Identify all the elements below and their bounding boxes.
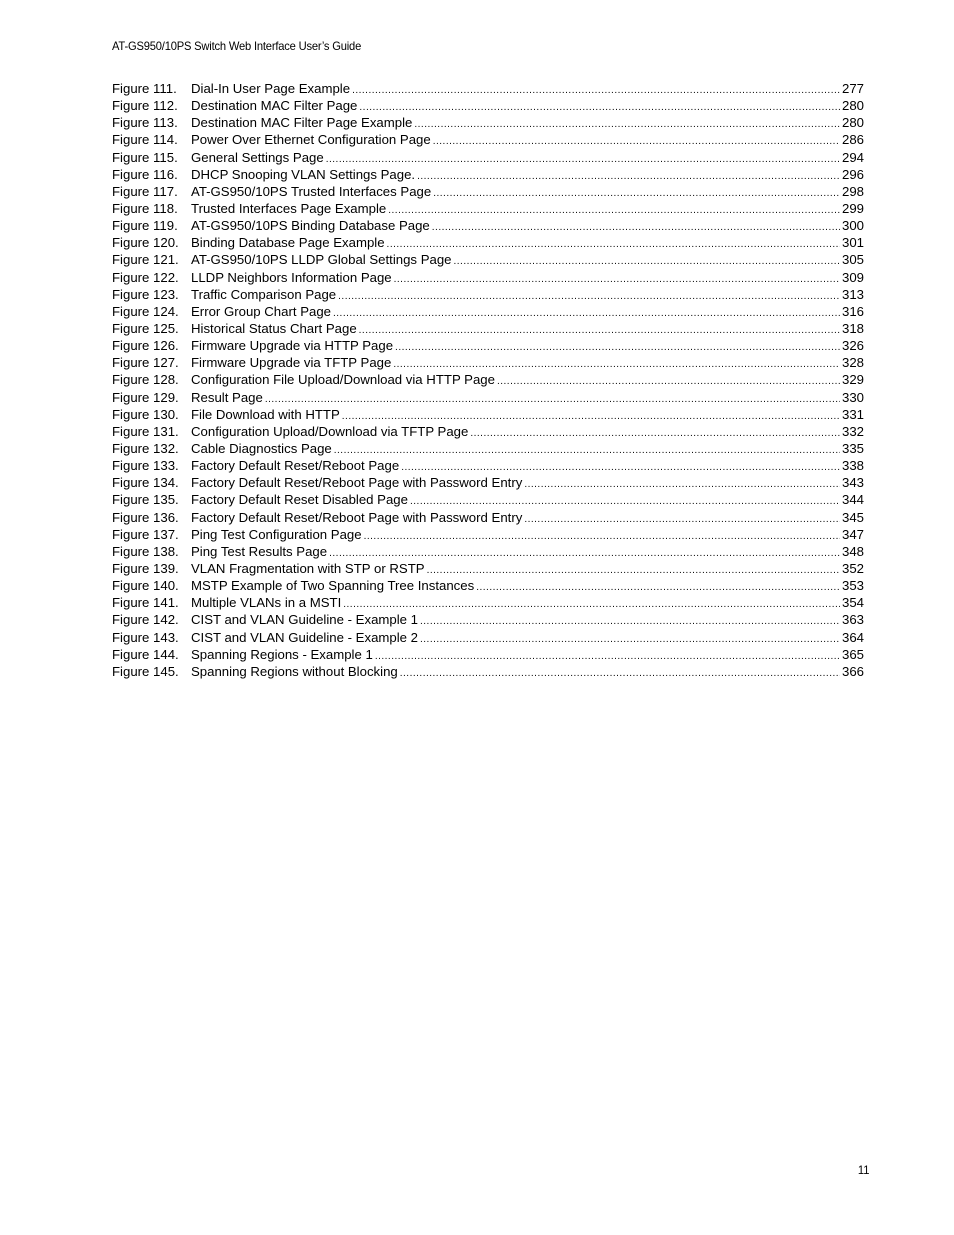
toc-entry-label: Figure 122. [112, 269, 179, 285]
toc-entry-title: CIST and VLAN Guideline - Example 1 [191, 612, 418, 628]
toc-entry[interactable] [112, 577, 864, 594]
toc-entry-title: Factory Default Reset/Reboot Page with Password Entry [191, 509, 523, 525]
toc-entry-page: 344 [841, 492, 864, 508]
toc-dot-leader [400, 665, 840, 680]
toc-entry-page: 298 [841, 183, 864, 199]
toc-entry-title: CIST and VLAN Guideline - Example 2 [191, 629, 418, 645]
toc-dot-leader [338, 288, 840, 303]
toc-entry-title: Result Page [191, 389, 263, 405]
toc-entry-title: Destination MAC Filter Page Example [191, 115, 413, 131]
toc-entry-label: Figure 118. [112, 200, 178, 216]
toc-entry[interactable] [112, 474, 864, 491]
toc-entry-title: General Settings Page [191, 149, 324, 165]
toc-dot-leader [414, 116, 840, 131]
toc-dot-leader [524, 476, 840, 491]
toc-entry-label: Figure 133. [112, 458, 179, 474]
toc-entry-title: Power Over Ethernet Configuration Page [191, 132, 431, 148]
toc-entry-title: Historical Status Chart Page [191, 320, 357, 336]
toc-entry-label: Figure 142. [112, 612, 179, 628]
toc-dot-leader [432, 219, 840, 234]
toc-entry-title: Ping Test Configuration Page [191, 526, 362, 542]
toc-entry[interactable] [112, 114, 864, 131]
toc-entry-title: Spanning Regions without Blocking [191, 663, 398, 679]
toc-entry[interactable] [112, 611, 864, 628]
toc-entry-page: 348 [841, 543, 864, 559]
toc-entry-label: Figure 123. [112, 286, 179, 302]
toc-entry[interactable] [112, 269, 864, 286]
toc-entry[interactable] [112, 629, 864, 646]
toc-entry-title: AT-GS950/10PS LLDP Global Settings Page [191, 252, 452, 268]
toc-dot-leader [359, 322, 840, 337]
toc-entry[interactable] [112, 560, 864, 577]
toc-dot-leader [265, 391, 840, 406]
toc-entry-title: Multiple VLANs in a MSTI [191, 595, 342, 611]
toc-entry-label: Figure 137. [112, 526, 179, 542]
toc-entry-title: AT-GS950/10PS Binding Database Page [191, 218, 430, 234]
toc-entry-title: Ping Test Results Page [191, 543, 328, 559]
toc-entry-label: Figure 132. [112, 440, 179, 456]
toc-entry[interactable] [112, 440, 864, 457]
toc-entry-title: Factory Default Reset/Reboot Page with Password Entry [191, 475, 523, 491]
toc-entry-title: Spanning Regions - Example 1 [191, 646, 373, 662]
toc-entry-title: Dial-In User Page Example [191, 81, 351, 96]
running-header: AT-GS950/10PS Switch Web Interface User’s Guide [112, 39, 362, 53]
toc-entry-page: 305 [841, 252, 864, 268]
toc-dot-leader [433, 133, 840, 148]
toc-dot-leader [388, 202, 840, 217]
toc-entry[interactable] [112, 131, 864, 148]
toc-entry-title: VLAN Fragmentation with STP or RSTP [191, 560, 425, 576]
toc-entry[interactable] [112, 286, 864, 303]
toc-dot-leader [420, 631, 840, 646]
toc-entry-label: Figure 131. [112, 423, 179, 439]
toc-entry[interactable] [112, 423, 864, 440]
toc-entry-title: File Download with HTTP [191, 406, 340, 422]
toc-entry-page: 316 [841, 303, 864, 319]
toc-entry-label: Figure 128. [112, 372, 179, 388]
toc-dot-leader [334, 442, 840, 457]
toc-entry-page: 280 [841, 115, 864, 131]
toc-entry-page: 352 [841, 560, 864, 576]
toc-dot-leader [333, 305, 840, 320]
toc-entry-label: Figure 120. [112, 235, 179, 251]
toc-entry-label: Figure 140. [112, 578, 179, 594]
toc-dot-leader [395, 339, 840, 354]
toc-entry[interactable] [112, 303, 864, 320]
toc-entry-page: 345 [841, 509, 864, 525]
toc-entry-page: 331 [841, 406, 864, 422]
toc-entry-page: 364 [841, 629, 864, 645]
toc-entry[interactable] [112, 646, 864, 663]
toc-dot-leader [497, 373, 840, 388]
toc-entry[interactable] [112, 663, 864, 680]
toc-entry-label: Figure 136. [112, 509, 179, 525]
toc-dot-leader [352, 82, 840, 97]
toc-entry-page: 332 [841, 423, 864, 439]
toc-entry-page: 354 [841, 595, 864, 611]
toc-dot-leader [364, 528, 840, 543]
toc-entry[interactable] [112, 251, 864, 268]
toc-entry-label: Figure 126. [112, 338, 179, 354]
toc-entry-page: 343 [841, 475, 864, 491]
toc-entry-page: 301 [841, 235, 864, 251]
toc-entry[interactable] [112, 234, 864, 251]
toc-dot-leader [524, 511, 840, 526]
toc-dot-leader [329, 545, 840, 560]
toc-entry-page: 286 [841, 132, 864, 148]
toc-entry-page: 329 [841, 372, 864, 388]
toc-dot-leader [470, 425, 840, 440]
toc-entry[interactable] [112, 320, 864, 337]
toc-entry-title: DHCP Snooping VLAN Settings Page. [191, 166, 416, 182]
toc-entry-page: 363 [841, 612, 864, 628]
toc-entry-label: Figure 111. [112, 81, 177, 96]
toc-dot-leader [433, 185, 840, 200]
toc-dot-leader [417, 168, 840, 183]
toc-entry-label: Figure 113. [112, 115, 178, 131]
toc-entry-title: LLDP Neighbors Information Page [191, 269, 392, 285]
toc-entry-page: 296 [841, 166, 864, 182]
page-number: 11 [857, 1163, 869, 1177]
toc-entry-label: Figure 124. [112, 303, 179, 319]
toc-entry-title: Trusted Interfaces Page Example [191, 200, 387, 216]
toc-entry-title: Binding Database Page Example [191, 235, 385, 251]
toc-dot-leader [343, 596, 840, 611]
toc-entry-label: Figure 134. [112, 475, 179, 491]
toc-entry-page: 338 [841, 458, 864, 474]
toc-dot-leader [375, 648, 840, 663]
toc-entry[interactable] [112, 491, 864, 508]
toc-entry[interactable] [112, 543, 864, 560]
toc-entry-label: Figure 125. [112, 320, 179, 336]
toc-entry-page: 347 [841, 526, 864, 542]
toc-entry-label: Figure 116. [112, 166, 178, 182]
toc-dot-leader [326, 151, 840, 166]
toc-entry-page: 277 [841, 81, 864, 96]
toc-dot-leader [401, 459, 840, 474]
toc-entry[interactable] [112, 371, 864, 388]
toc-dot-leader [387, 236, 840, 251]
toc-entry[interactable] [112, 354, 864, 371]
toc-entry-label: Figure 139. [112, 560, 179, 576]
toc-entry-label: Figure 135. [112, 492, 179, 508]
toc-dot-leader [342, 408, 840, 423]
toc-entry-page: 326 [841, 338, 864, 354]
toc-entry-page: 299 [841, 200, 864, 216]
toc-entry-page: 328 [841, 355, 864, 371]
toc-entry-title: Factory Default Reset/Reboot Page [191, 458, 400, 474]
toc-entry-page: 365 [841, 646, 864, 662]
toc-entry-page: 309 [841, 269, 864, 285]
toc-entry-label: Figure 117. [112, 183, 178, 199]
toc-entry-page: 330 [841, 389, 864, 405]
toc-entry-page: 280 [841, 98, 864, 114]
toc-entry[interactable] [112, 166, 864, 183]
toc-entry[interactable] [112, 526, 864, 543]
toc-entry-page: 300 [841, 218, 864, 234]
toc-entry-title: Destination MAC Filter Page [191, 98, 358, 114]
toc-entry-page: 294 [841, 149, 864, 165]
toc-entry-title: Factory Default Reset Disabled Page [191, 492, 408, 508]
toc-entry-label: Figure 145. [112, 663, 179, 679]
toc-entry[interactable] [112, 594, 864, 611]
toc-entry[interactable] [112, 509, 864, 526]
toc-entry-title: Configuration Upload/Download via TFTP Page [191, 423, 469, 439]
toc-entry-label: Figure 127. [112, 355, 179, 371]
toc-entry[interactable] [112, 80, 864, 97]
toc-entry-title: Traffic Comparison Page [191, 286, 337, 302]
toc-entry-title: Firmware Upgrade via TFTP Page [191, 355, 392, 371]
toc-entry-label: Figure 143. [112, 629, 179, 645]
toc-entry[interactable] [112, 457, 864, 474]
toc-entry-label: Figure 112. [112, 98, 178, 114]
toc-entry-label: Figure 138. [112, 543, 179, 559]
toc-entry-page: 366 [841, 663, 864, 679]
toc-entry-label: Figure 144. [112, 646, 179, 662]
toc-entry-title: AT-GS950/10PS Trusted Interfaces Page [191, 183, 432, 199]
toc-entry[interactable] [112, 149, 864, 166]
toc-entry[interactable] [112, 337, 864, 354]
toc-dot-leader [410, 493, 840, 508]
toc-entry[interactable] [112, 389, 864, 406]
toc-entry[interactable] [112, 406, 864, 423]
toc-entry-page: 313 [841, 286, 864, 302]
toc-dot-leader [427, 562, 840, 577]
toc-entry-page: 335 [841, 440, 864, 456]
toc-entry[interactable] [112, 97, 864, 114]
toc-entry-label: Figure 141. [112, 595, 179, 611]
toc-entry-label: Figure 129. [112, 389, 179, 405]
toc-dot-leader [394, 271, 840, 286]
toc-entry-label: Figure 130. [112, 406, 179, 422]
toc-entry-title: Firmware Upgrade via HTTP Page [191, 338, 394, 354]
toc-entry[interactable] [112, 200, 864, 217]
toc-entry-title: Error Group Chart Page [191, 303, 331, 319]
toc-entry-label: Figure 114. [112, 132, 178, 148]
toc-entry-label: Figure 121. [112, 252, 179, 268]
toc-dot-leader [420, 613, 840, 628]
toc-entry-title: MSTP Example of Two Spanning Tree Instances [191, 578, 475, 594]
toc-entry[interactable] [112, 217, 864, 234]
toc-entry-title: Cable Diagnostics Page [191, 440, 332, 456]
toc-dot-leader [393, 356, 840, 371]
toc-entry[interactable] [112, 183, 864, 200]
toc-entry-title: Configuration File Upload/Download via HTTP Page [191, 372, 495, 388]
list-of-figures [112, 80, 864, 680]
toc-entry-page: 318 [841, 320, 864, 336]
toc-dot-leader [454, 253, 840, 268]
toc-dot-leader [476, 579, 840, 594]
toc-entry-page: 353 [841, 578, 864, 594]
toc-entry-label: Figure 119. [112, 218, 178, 234]
toc-entry-label: Figure 115. [112, 149, 178, 165]
toc-dot-leader [359, 99, 840, 114]
